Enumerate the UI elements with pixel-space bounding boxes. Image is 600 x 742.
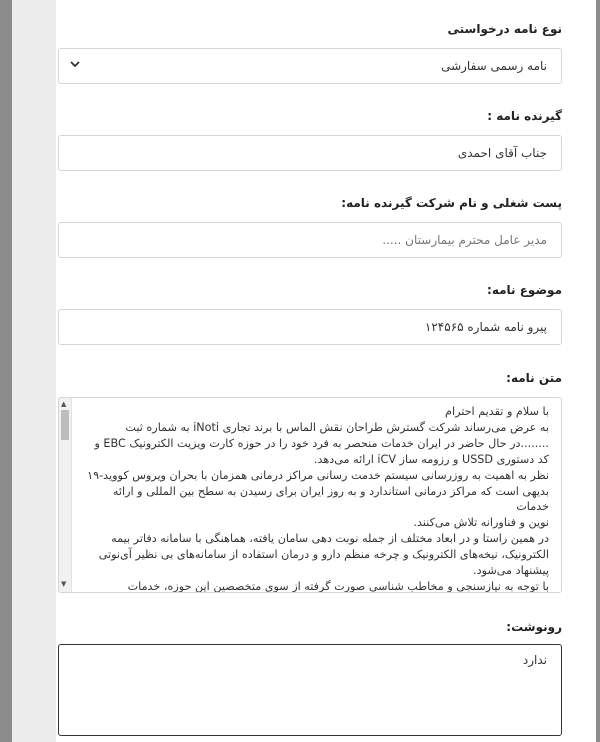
chevron-down-icon (69, 58, 81, 74)
letter-type-label: نوع نامه درخواستی (447, 22, 562, 36)
body-line: به عرض می‌رساند شرکت گسترش طراحان نقش الماس با برند تجاری iNoti به شماره ثبت (125, 420, 549, 434)
recipient-position-input[interactable] (58, 222, 562, 258)
scroll-up-arrow-icon[interactable]: ▲ (61, 400, 67, 408)
recipient-value: جناب آقای احمدی (457, 146, 547, 160)
subject-label: موضوع نامه: (487, 283, 562, 297)
recipient-label: گیرنده نامه : (487, 109, 562, 123)
body-line: با توجه به نیازسنجی و مخاطب شناسی صورت گرفته از سوی متخصصین این حوزه، خدمات (127, 579, 549, 593)
body-line: ........در حال حاضر در ایران خدمات منحصر به فرد خود را در حوزه کارت ویزیت الکترونیک EBC و (94, 436, 549, 450)
subject-input[interactable] (58, 309, 562, 345)
body-line: الکترونیک، نیخه‌های الکترونیک و چرخه منظم دارو و درمان استفاده از سامانه‌های بی نظیر آی‌نوتی (98, 548, 549, 562)
cc-value: ندارد (522, 653, 547, 667)
recipient-position-placeholder: مدیر عامل محترم بیمارستان ..... (382, 233, 547, 247)
letter-type-value: نامه رسمی سفارشی (441, 59, 547, 73)
letter-type-select[interactable] (58, 48, 562, 84)
window-frame (12, 0, 588, 742)
body-scrollbar[interactable] (59, 398, 72, 592)
subject-value: پیرو نامه شماره ۱۲۴۵۶۵ (424, 320, 547, 334)
body-line: با سلام و تقدیم احترام (445, 405, 549, 418)
scrollbar-thumb[interactable] (61, 410, 69, 440)
body-textarea[interactable] (58, 397, 562, 593)
cc-label: رونوشت: (506, 620, 562, 634)
body-line: کد دستوری USSD و رزومه ساز iCV ارائه می‌دهد. (313, 452, 549, 466)
body-label: متن نامه: (506, 371, 562, 385)
body-line: در همین راستا و در ابعاد مختلف از جمله نوبت دهی سامان یافته، هماهنگی با سامانه دفاتر بیمه (111, 532, 549, 546)
recipient-input[interactable] (58, 135, 562, 171)
scroll-down-arrow-icon[interactable]: ▼ (61, 580, 67, 588)
page-gutter (34, 0, 56, 742)
letter-form (34, 0, 596, 742)
body-line: بدیهی است که مراکز درمانی استاندارد و به روز ایران برای رسیدن به سطح بین المللی و ارائه خدمات (112, 484, 549, 514)
body-line: پیشنهاد می‌شود. (473, 564, 549, 578)
body-line: نوین و فناورانه تلاش می‌کنند. (413, 516, 549, 530)
body-text (77, 404, 549, 593)
body-line: نظر به اهمیت به روزرسانی سیستم خدمت رسانی مراکز درمانی همزمان با بحران ویروس کووید-۱۹ (87, 468, 549, 482)
cc-textarea[interactable] (58, 644, 562, 736)
recipient-position-label: پست شغلی و نام شرکت گیرنده نامه: (341, 196, 562, 210)
